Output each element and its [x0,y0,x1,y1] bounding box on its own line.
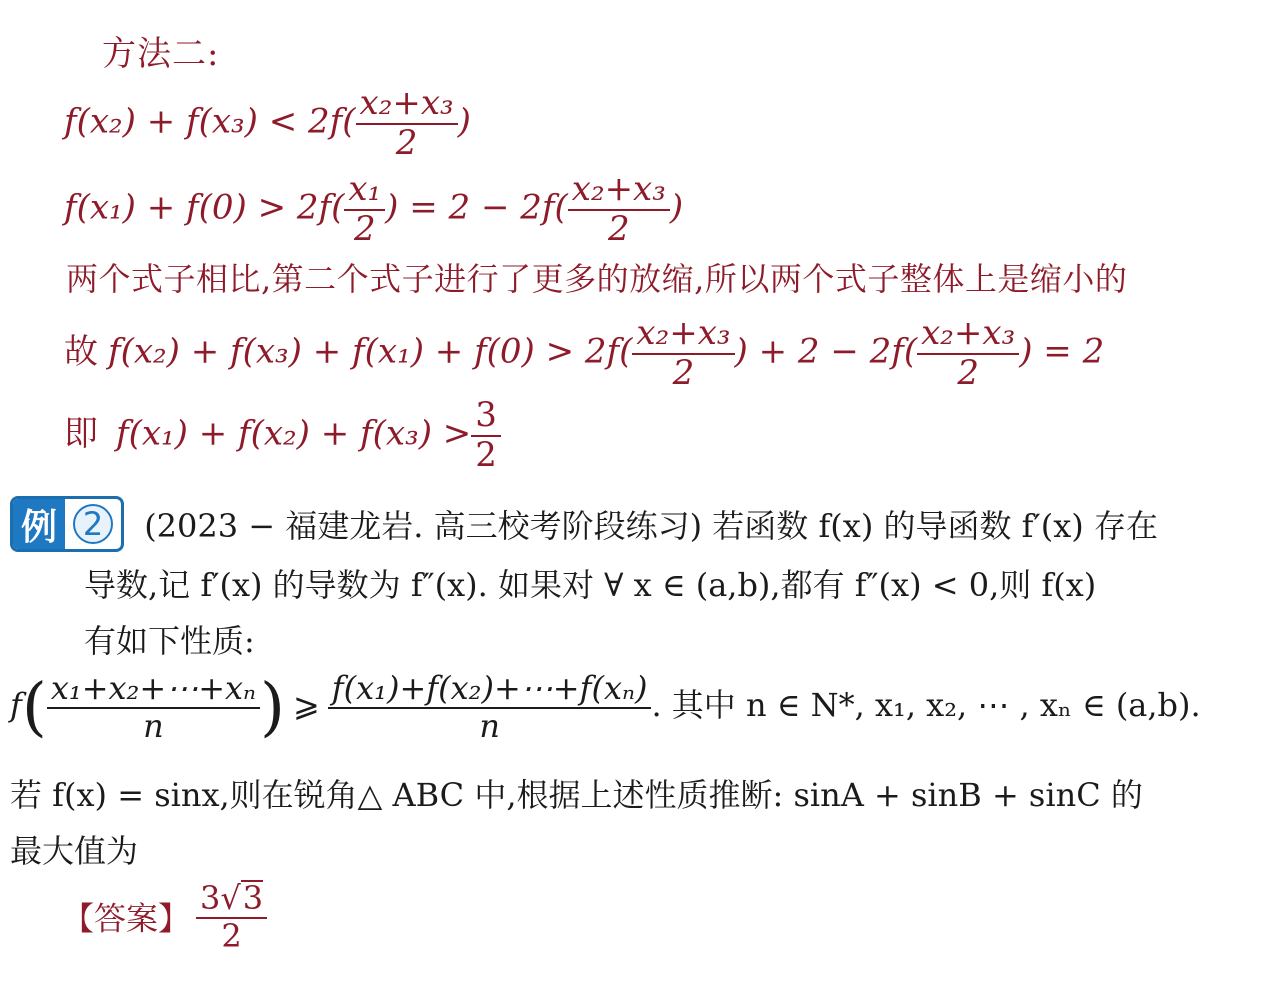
answer-numerator: 3√3 [196,880,267,919]
equation-3 [64,313,1105,393]
equation-4 [64,395,501,475]
eq4-fraction [471,395,501,475]
eq2-frac1-den: 2 [353,208,376,249]
answer-fraction [196,880,267,953]
answer-denominator: 2 [221,916,242,955]
answer [62,880,267,953]
ineq-lhs-fraction [47,669,260,745]
ineq-lhs-num: x₁+x₂+⋯+xₙ [47,672,260,709]
ineq-rhs-den: n [479,706,500,745]
answer-radicand: 3 [242,879,264,917]
eq4-prefix: 即 [64,413,98,454]
example-line-1 [10,496,1158,552]
ineq-geq: ⩾ [292,686,320,725]
ineq-left-paren: ( [21,670,47,745]
eq3-rhs: ) = 2 [1019,331,1105,372]
ineq-tail: . 其中 n ∈ N*, x₁, x₂, ⋯ , xₙ ∈ (a,b). [651,686,1201,725]
eq2-rhs: ) [669,187,684,228]
eq2-mid: ) = 2 − 2f( [385,187,568,228]
method-heading: 方法二: [102,34,220,74]
eq3-mid: ) + 2 − 2f( [734,331,918,372]
example-badge-label: 例 [13,499,65,549]
eq3-frac2-num: x₂+x₃ [917,316,1019,355]
eq1-fraction [356,83,458,163]
eq2-frac1-num: x₁ [344,172,385,211]
ineq-rhs-num: f(x₁)+f(x₂)+⋯+f(xₙ) [328,672,652,709]
eq2-frac2-num: x₂+x₃ [568,172,670,211]
ineq-f: f [10,686,22,725]
eq3-frac1-den: 2 [672,352,695,393]
answer-coef: 3 [200,879,221,917]
eq1-lhs: f(x₂) + f(x₃) < 2f( [64,101,356,142]
equation-2 [64,169,684,249]
jensen-inequality [10,669,1201,745]
eq4-lhs: f(x₁) + f(x₂) + f(x₃) > [116,413,472,454]
ineq-right-paren: ) [260,670,285,745]
eq2-frac2-den: 2 [608,208,630,249]
eq3-frac1-num: x₂+x₃ [632,316,734,355]
eq3-prefix: 故 [64,331,98,372]
eq3-lhs: f(x₂) + f(x₃) + f(x₁) + f(0) > 2f( [108,331,633,372]
example-line-3: 有如下性质: [84,622,255,660]
example-line-5: 若 f(x) = sinx,则在锐角△ ABC 中,根据上述性质推断: sinA + sinB + sinC 的 [10,776,1143,814]
example-line-2: 导数,记 f′(x) 的导数为 f″(x). 如果对 ∀ x ∈ (a,b),都有 f″(x) < 0,则 f(x) [84,566,1097,604]
comparison-note: 两个式子相比,第二个式子进行了更多的放缩,所以两个式子整体上是缩小的 [66,260,1128,298]
example-badge [10,496,124,552]
eq2-lhs: f(x₁) + f(0) > 2f( [64,187,345,228]
eq3-fraction-2 [917,313,1019,393]
example-badge-number: 2 [73,504,113,544]
eq3-frac2-den: 2 [957,352,979,393]
eq2-fraction-1 [344,169,385,249]
answer-label: 【答案】 [62,899,191,938]
eq1-rhs: ) [457,101,471,142]
ineq-lhs-den: n [143,706,164,745]
eq2-fraction-2 [568,169,670,249]
ineq-rhs-fraction [328,669,652,745]
example-line-6: 最大值为 [10,832,139,870]
eq4-frac-num: 3 [471,398,501,437]
equation-1 [64,83,471,163]
eq4-frac-den: 2 [475,434,497,475]
eq1-frac-den: 2 [395,122,418,163]
eq3-fraction-1 [632,313,734,393]
eq1-frac-num: x₂+x₃ [356,86,458,125]
example-source-text: (2023 − 福建龙岩. 高三校考阶段练习) 若函数 f(x) 的导函数 f′(x) 存在 [144,507,1158,545]
